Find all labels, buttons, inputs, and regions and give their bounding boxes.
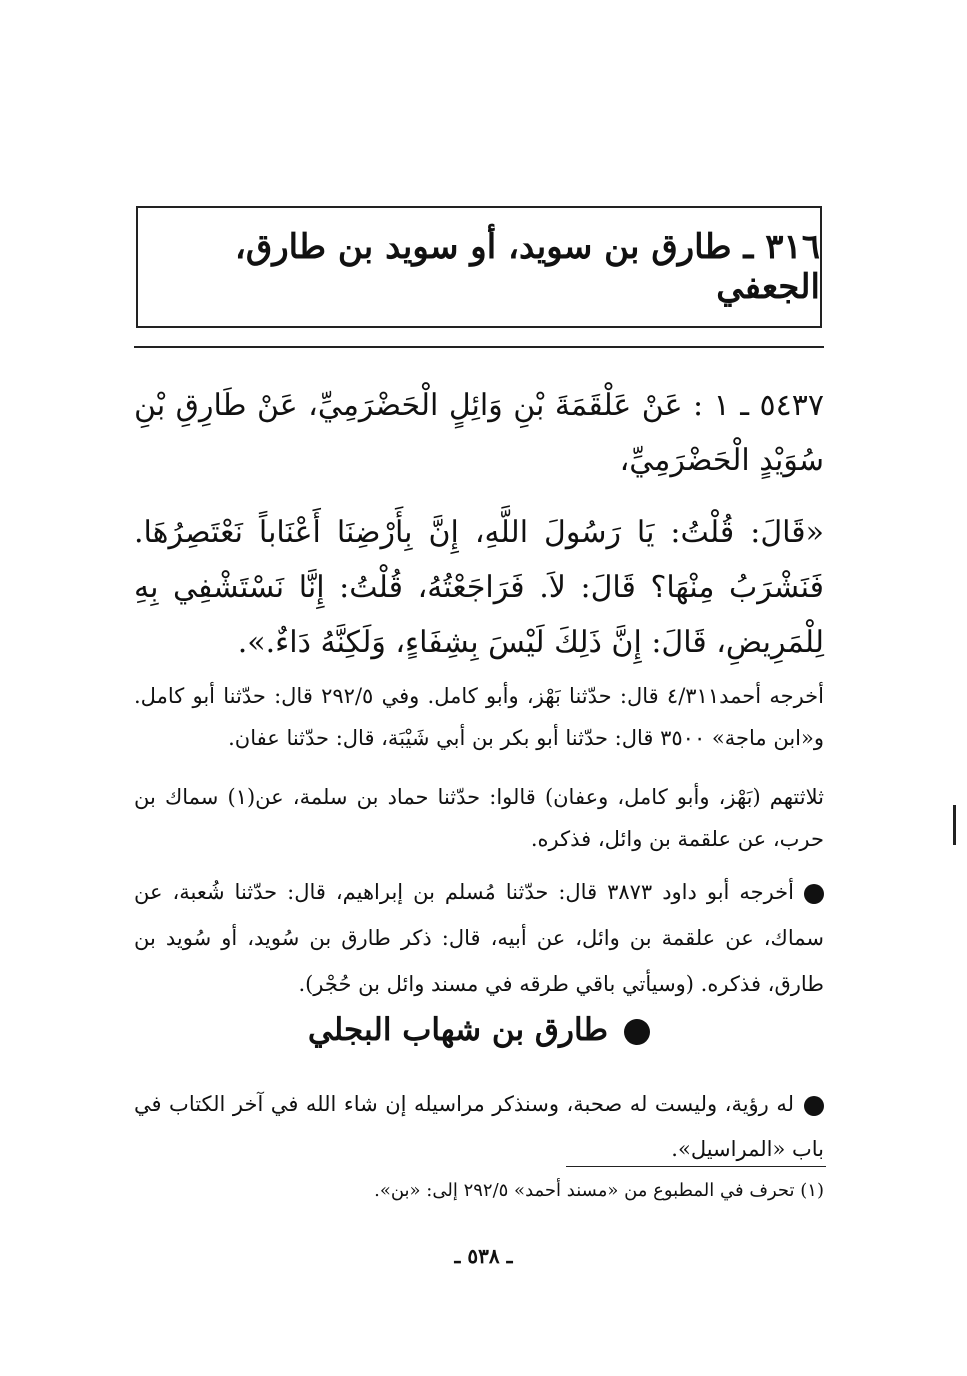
section-title: ٣١٦ ـ طارق بن سويد، أو سويد بن طارق، الجعفي <box>234 227 820 307</box>
takhrij-paragraph-3-text: أخرجه أبو داود ٣٨٧٣ قال: حدّثنا مُسلم بن إبراهيم، قال: حدّثنا شُعبة، عن سماك، عن علقمة بن وائل، عن أبيه، قال: ذكر طارق بن سُويد، أو سُويد بن طارق، فذكره. (وسيأتي باقي طرقه في مسند وائل بن حُجْر). <box>134 880 824 996</box>
subsection-heading <box>134 1012 824 1048</box>
hadith-isnad: ٥٤٣٧ ـ ١ : عَنْ عَلْقَمَةَ بْنِ وَائِلٍ الْحَضْرَمِيِّ، عَنْ طَارِقِ بْنِ سُوَيْدٍ الْحَضْرَمِيِّ، <box>134 388 824 478</box>
subsection-note-text: له رؤية، وليست له صحبة، وسنذكر مراسيله إن شاء الله في آخر الكتاب في باب «المراسيل». <box>134 1092 824 1161</box>
subsection-note <box>134 1082 824 1172</box>
header-divider <box>134 346 824 348</box>
hadith-matn: «قَالَ: قُلْتُ: يَا رَسُولَ اللَّهِ، إِنَّ بِأَرْضِنَا أَعْنَاباً نَعْتَصِرُهَا. فَنَشْرَبُ مِنْهَا؟ قَالَ: لاَ. فَرَاجَعْتُهُ، قُلْتُ: إِنَّا نَسْتَشْفِي بِهِ لِلْمَرِيضِ، قَالَ: إِنَّ ذَلِكَ لَيْسَ بِشِفَاءٍ، وَلَكِنَّهُ دَاءٌ.». <box>134 515 824 660</box>
page-number: ـ ٥٣٨ ـ <box>454 1244 513 1268</box>
bullet-icon <box>804 1096 824 1116</box>
bullet-icon <box>804 884 824 904</box>
takhrij-paragraph-1: أخرجه أحمد٤/٣١١ قال: حدّثنا بَهْز، وأبو كامل. وفي ٢٩٢/٥ قال: حدّثنا أبو كامل. و«ابن ماجة» ٣٥٠٠ قال: حدّثنا أبو بكر بن أبي شَيْبَة، قال: حدّثنا عفان. <box>134 684 824 750</box>
section-title-box <box>136 206 822 328</box>
subsection-title: طارق بن شهاب البجلي <box>307 1012 609 1048</box>
takhrij-paragraph-2: ثلاثتهم (بَهْز، وأبو كامل، وعفان) قالوا: حدّثنا حماد بن سلمة، عن(١) سماك بن حرب، عن علقمة بن وائل، فذكره. <box>134 785 824 851</box>
footnote-divider <box>566 1166 826 1167</box>
scan-edge-mark <box>953 805 956 845</box>
takhrij-paragraph-3 <box>134 869 824 1007</box>
footnote: (١) تحرف في المطبوع من «مسند أحمد» ٢٩٢/٥ إلى: «بن». <box>374 1180 824 1201</box>
bullet-icon <box>624 1019 650 1045</box>
